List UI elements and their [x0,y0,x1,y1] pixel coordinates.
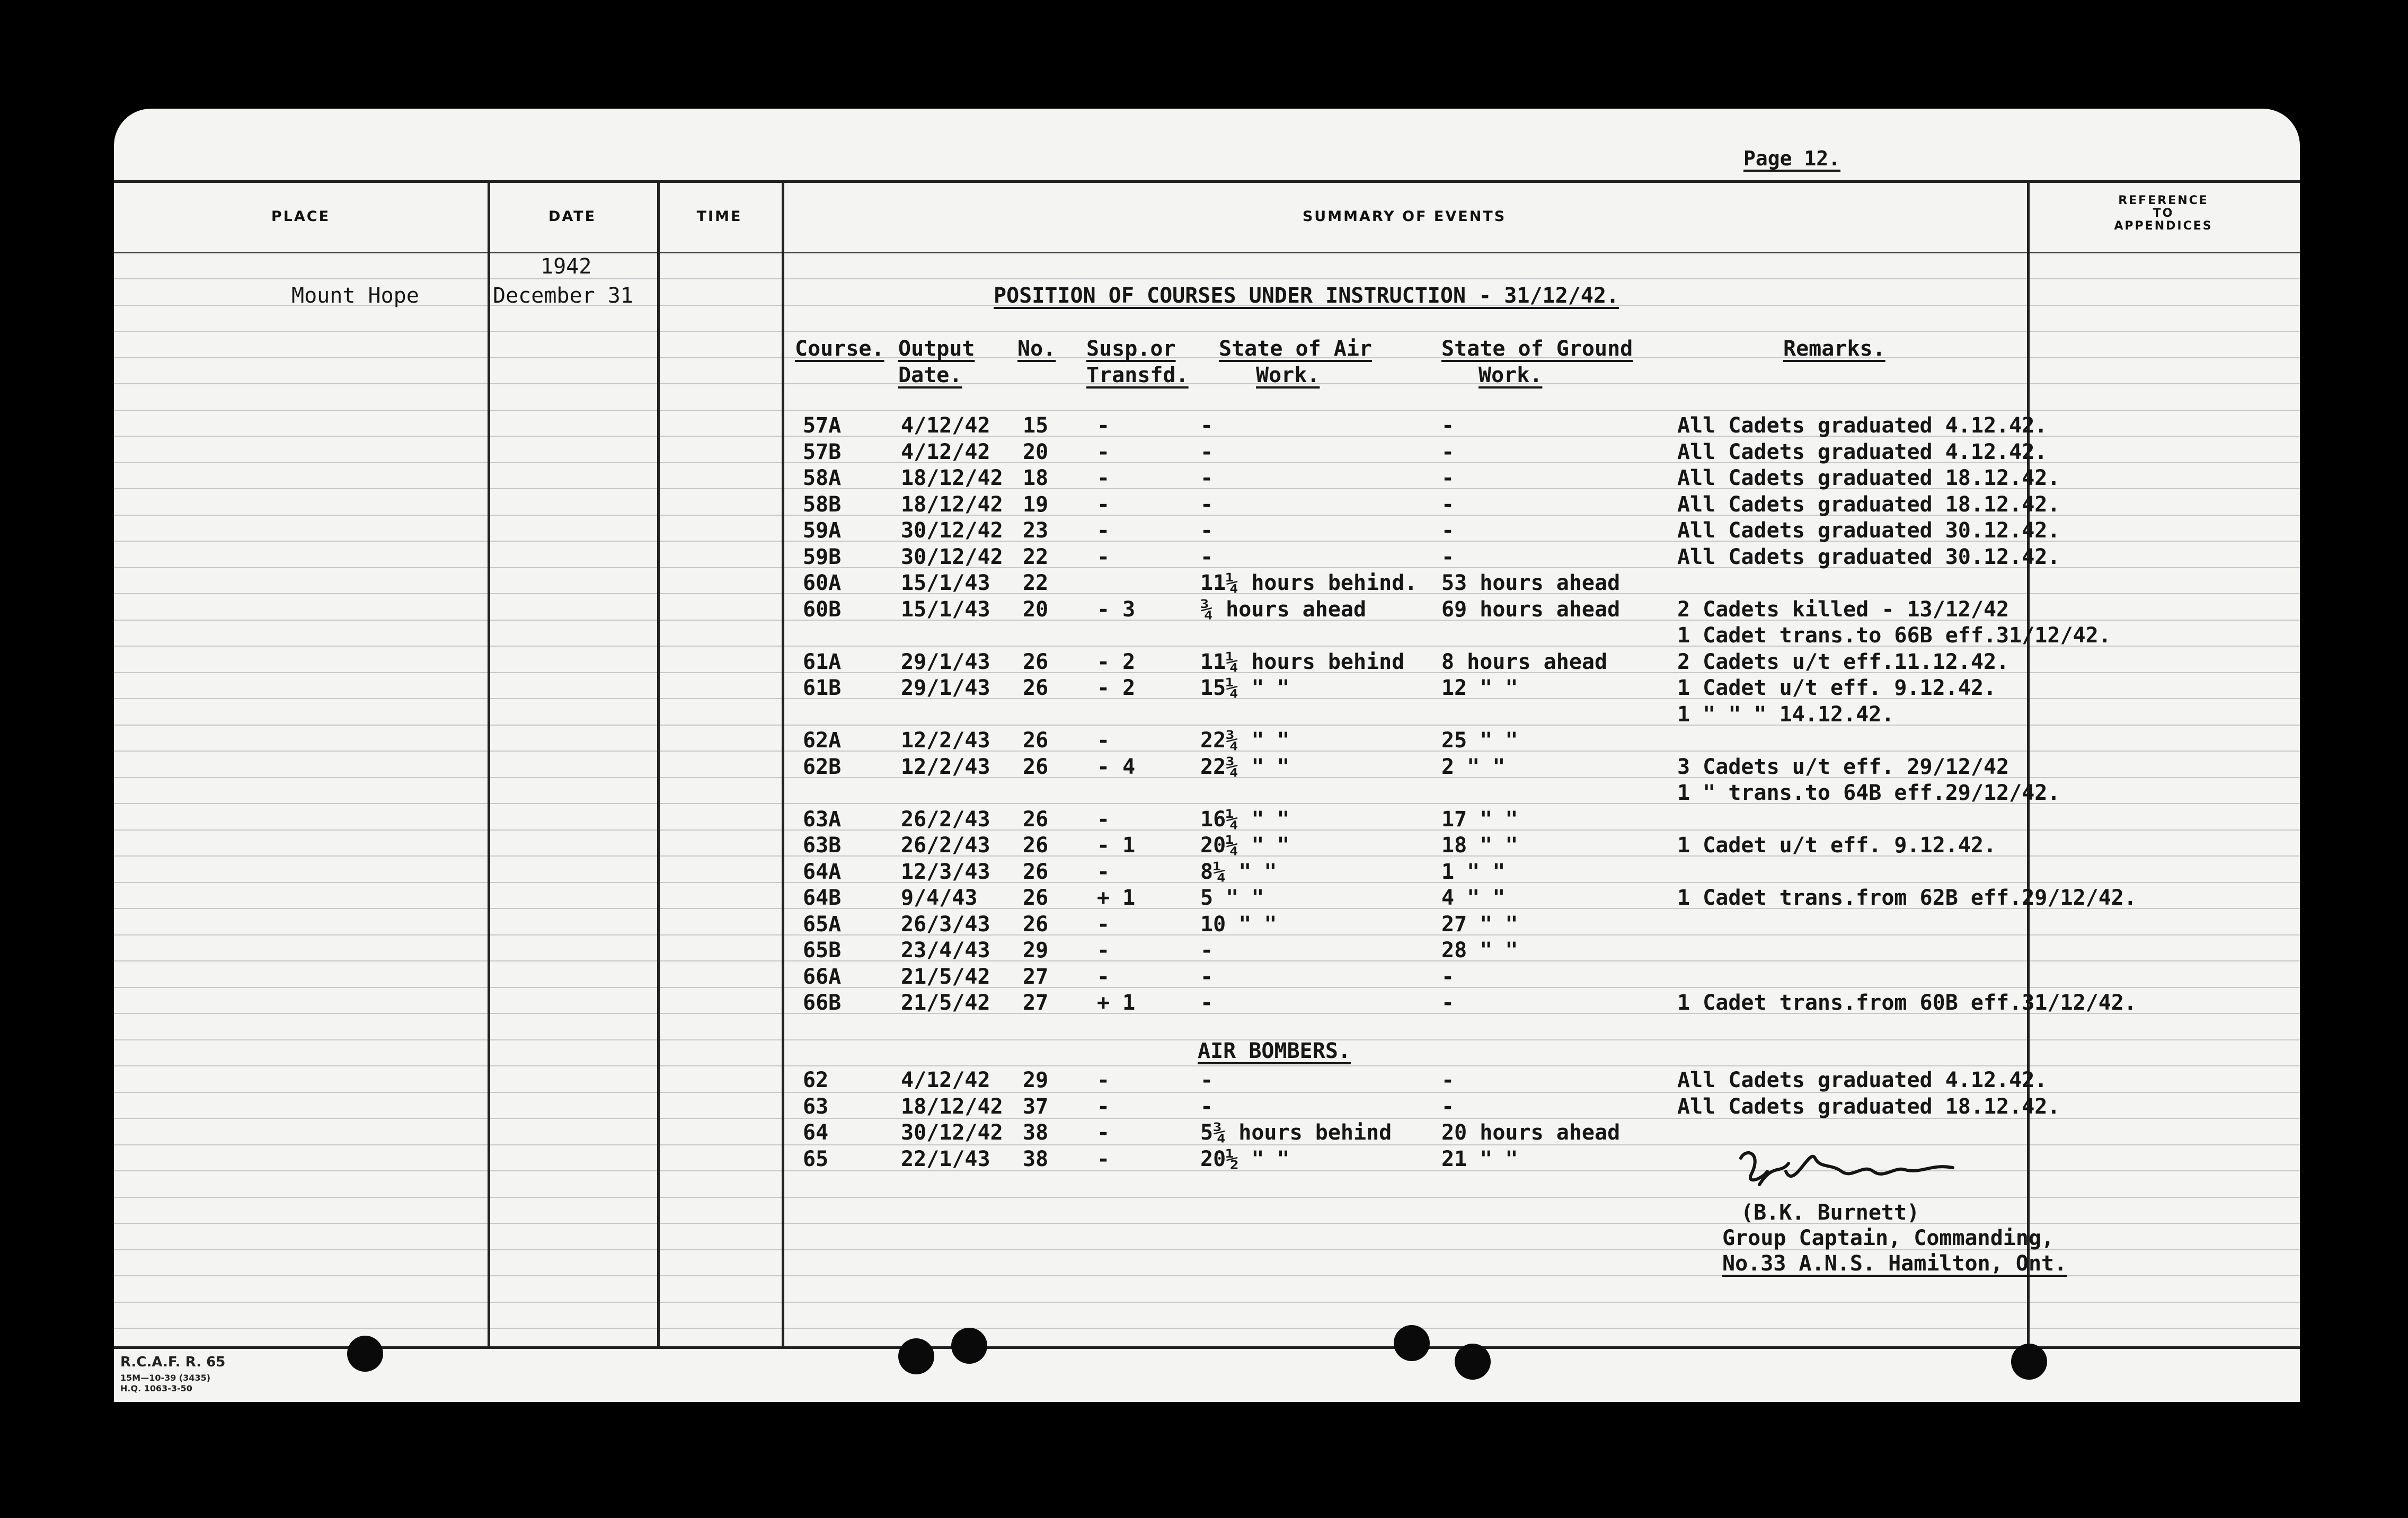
number-cell: 27 [1023,964,1049,989]
col-course: Course. [795,337,884,361]
output-date-cell: 29/1/43 [901,649,990,674]
binder-hole [1394,1325,1430,1361]
number-cell: 18 [1023,466,1049,490]
course-cell: 62B [803,754,842,779]
course-cell: 58B [803,492,842,517]
header-time: TIME [696,208,742,225]
col-air-1: State of Air [1219,337,1372,361]
air-work-cell: 16¼ " " [1200,807,1290,832]
col-output-2: Date. [898,363,962,387]
remarks-cell: All Cadets graduated 30.12.42. [1677,544,2060,569]
col-output-1: Output [898,337,975,361]
footer-rule [114,1346,2300,1349]
number-cell: 29 [1023,1068,1049,1092]
ground-work-cell: - [1441,991,1455,1015]
remarks-cell: 2 Cadets killed - 13/12/42 [1677,597,2009,622]
col-air-2: Work. [1256,363,1320,387]
col-ground-1: State of Ground [1441,337,1633,361]
remarks-cell: All Cadets graduated 4.12.42. [1677,439,2048,464]
susp-cell: - [1097,466,1110,490]
number-cell: 26 [1023,754,1049,779]
number-cell: 20 [1023,439,1049,464]
output-date-cell: 22/1/43 [901,1146,990,1171]
remarks-cell: All Cadets graduated 4.12.42. [1677,413,2048,438]
binder-hole [347,1336,383,1372]
susp-cell: - 2 [1097,649,1136,674]
output-date-cell: 26/2/43 [901,833,990,858]
number-cell: 38 [1023,1120,1049,1145]
header-place: PLACE [271,208,331,225]
remarks-cell: All Cadets graduated 18.12.42. [1677,1094,2060,1119]
header-date: DATE [548,208,597,225]
ruled-line [114,357,2300,358]
number-cell: 15 [1023,413,1049,438]
ground-work-cell: - [1441,439,1455,464]
output-date-cell: 12/2/43 [901,728,990,753]
ground-work-cell: 21 " " [1441,1146,1518,1171]
susp-cell: - [1097,413,1110,438]
output-date-cell: 26/3/43 [901,912,990,937]
ruled-line [114,383,2300,384]
ground-work-cell: 69 hours ahead [1441,597,1621,622]
air-work-cell: - [1200,938,1214,963]
susp-cell: - [1097,1146,1110,1171]
output-date-cell: 4/12/42 [901,413,990,438]
header-top-rule [114,180,2300,183]
ground-work-cell: 18 " " [1441,833,1518,858]
remarks-cell: All Cadets graduated 18.12.42. [1677,492,2060,517]
air-work-cell: - [1200,518,1214,543]
ground-work-cell: - [1441,1094,1455,1119]
course-cell: 63B [803,833,842,858]
air-work-cell: - [1200,964,1214,989]
course-cell: 63A [803,807,842,832]
output-date-cell: 12/3/43 [901,859,990,884]
susp-cell: - [1097,1120,1110,1145]
entry-year: 1942 [541,254,592,279]
output-date-cell: 29/1/43 [901,676,990,700]
susp-cell: - [1097,964,1110,989]
susp-cell: - [1097,859,1110,884]
remarks-cell: 1 Cadet trans.to 66B eff.31/12/42. [1677,623,2111,648]
number-cell: 26 [1023,649,1049,674]
output-date-cell: 4/12/42 [901,439,990,464]
remarks-cell: 2 Cadets u/t eff.11.12.42. [1677,649,2009,674]
air-work-cell: 11¼ hours behind. [1200,571,1418,595]
remarks-cell: 1 Cadet u/t eff. 9.12.42. [1677,676,1997,700]
form-id-line1: R.C.A.F. R. 65 [120,1354,226,1370]
ground-work-cell: 28 " " [1441,938,1518,963]
signature-unit: No.33 A.N.S. Hamilton, Ont. [1722,1251,2067,1276]
susp-cell: - [1097,912,1110,937]
course-cell: 58A [803,466,842,490]
output-date-cell: 21/5/42 [901,964,990,989]
air-work-cell: 5¾ hours behind [1200,1120,1392,1145]
remarks-cell: 1 Cadet trans.from 62B eff.29/12/42. [1677,886,2137,910]
number-cell: 37 [1023,1094,1049,1119]
col-susp-1: Susp.or [1086,337,1176,361]
ground-work-cell: 8 hours ahead [1441,649,1608,674]
course-cell: 66A [803,964,842,989]
susp-cell: + 1 [1097,886,1136,910]
course-cell: 64 [803,1120,829,1145]
ground-work-cell: 53 hours ahead [1441,571,1621,595]
course-cell: 66B [803,991,842,1015]
form-id-line3: H.Q. 1063-3-50 [120,1383,192,1393]
column-divider-summary [2027,180,2030,1346]
course-cell: 63 [803,1094,829,1119]
air-work-cell: 20¼ " " [1200,833,1290,858]
header-reference: REFERENCE TO APPENDICES [2114,194,2213,233]
susp-cell: - [1097,1094,1110,1119]
output-date-cell: 9/4/43 [901,886,978,910]
output-date-cell: 18/12/42 [901,1094,1003,1119]
remarks-cell: 1 " trans.to 64B eff.29/12/42. [1677,781,2060,805]
air-work-cell: 22¾ " " [1200,754,1290,779]
ruled-line [114,1302,2300,1303]
course-cell: 57B [803,439,842,464]
susp-cell: - [1097,728,1110,753]
ruled-line [114,278,2300,279]
output-date-cell: 12/2/43 [901,754,990,779]
course-cell: 64B [803,886,842,910]
remarks-cell: All Cadets graduated 30.12.42. [1677,518,2060,543]
air-work-cell: - [1200,1068,1214,1092]
ground-work-cell: - [1441,518,1455,543]
number-cell: 22 [1023,544,1049,569]
output-date-cell: 4/12/42 [901,1068,990,1092]
output-date-cell: 21/5/42 [901,991,990,1015]
binder-hole [2011,1344,2047,1380]
course-cell: 59A [803,518,842,543]
susp-cell: - [1097,938,1110,963]
susp-cell: + 1 [1097,991,1136,1015]
remarks-cell: All Cadets graduated 4.12.42. [1677,1068,2048,1092]
remarks-cell: 1 Cadet trans.from 60B eff.31/12/42. [1677,991,2137,1015]
number-cell: 23 [1023,518,1049,543]
susp-cell: - 1 [1097,833,1136,858]
number-cell: 26 [1023,728,1049,753]
number-cell: 38 [1023,1146,1049,1171]
number-cell: 26 [1023,833,1049,858]
course-cell: 62 [803,1068,829,1092]
ground-work-cell: - [1441,413,1455,438]
air-bombers-title: AIR BOMBERS. [1198,1039,1351,1063]
susp-cell: - [1097,1068,1110,1092]
remarks-cell: 3 Cadets u/t eff. 29/12/42 [1677,754,2009,779]
summary-title: POSITION OF COURSES UNDER INSTRUCTION - 31/12/42. [994,284,1619,308]
output-date-cell: 15/1/43 [901,571,990,595]
remarks-cell: 1 " " " 14.12.42. [1677,702,1894,727]
ruled-line [114,1065,2300,1066]
ground-work-cell: 17 " " [1441,807,1518,832]
ground-work-cell: - [1441,492,1455,517]
susp-cell: - 3 [1097,597,1136,622]
number-cell: 26 [1023,912,1049,937]
number-cell: 26 [1023,676,1049,700]
output-date-cell: 18/12/42 [901,492,1003,517]
number-cell: 19 [1023,492,1049,517]
susp-cell: - [1097,807,1110,832]
ground-work-cell: 1 " " [1441,859,1506,884]
column-divider-time [782,180,784,1346]
signature-rank: Group Captain, Commanding, [1722,1226,2055,1250]
air-work-cell: - [1200,439,1214,464]
output-date-cell: 30/12/42 [901,1120,1003,1145]
signature-name: (B.K. Burnett) [1741,1201,1920,1225]
number-cell: 26 [1023,807,1049,832]
ruled-line [114,725,2300,726]
number-cell: 22 [1023,571,1049,595]
remarks-cell: 1 Cadet u/t eff. 9.12.42. [1677,833,1997,858]
header-summary: SUMMARY OF EVENTS [1302,208,1507,225]
air-work-cell: ¾ hours ahead [1200,597,1367,622]
ground-work-cell: 12 " " [1441,676,1518,700]
number-cell: 20 [1023,597,1049,622]
air-work-cell: 22¾ " " [1200,728,1290,753]
susp-cell: - [1097,518,1110,543]
col-no: No. [1017,337,1056,361]
air-work-cell: 10 " " [1200,912,1277,937]
remarks-cell: All Cadets graduated 18.12.42. [1677,466,2060,490]
number-cell: 29 [1023,938,1049,963]
number-cell: 26 [1023,859,1049,884]
course-cell: 59B [803,544,842,569]
air-work-cell: - [1200,544,1214,569]
ground-work-cell: 20 hours ahead [1441,1120,1621,1145]
ground-work-cell: - [1441,466,1455,490]
air-work-cell: 5 " " [1200,886,1264,910]
form-id-line2: 15M—10-39 (3435) [120,1373,211,1383]
susp-cell: - 2 [1097,676,1136,700]
air-work-cell: - [1200,991,1214,1015]
air-work-cell: 8¼ " " [1200,859,1277,884]
ruled-line [114,1223,2300,1224]
course-cell: 65 [803,1146,829,1171]
air-work-cell: - [1200,413,1214,438]
susp-cell: - [1097,439,1110,464]
air-work-cell: 11¼ hours behind [1200,649,1405,674]
air-work-cell: - [1200,1094,1214,1119]
susp-cell: - [1097,492,1110,517]
course-cell: 61A [803,649,842,674]
number-cell: 27 [1023,991,1049,1015]
binder-hole [951,1328,987,1364]
ruled-line [114,410,2300,411]
ground-work-cell: - [1441,964,1455,989]
course-cell: 60A [803,571,842,595]
course-cell: 65A [803,912,842,937]
record-sheet [114,109,2300,1402]
column-divider-date [657,180,660,1346]
ground-work-cell: 2 " " [1441,754,1506,779]
output-date-cell: 26/2/43 [901,807,990,832]
col-susp-2: Transfd. [1086,363,1189,387]
course-cell: 60B [803,597,842,622]
course-cell: 65B [803,938,842,963]
ground-work-cell: 4 " " [1441,886,1506,910]
output-date-cell: 30/12/42 [901,544,1003,569]
course-cell: 61B [803,676,842,700]
course-cell: 62A [803,728,842,753]
col-ground-2: Work. [1479,363,1543,387]
header-bottom-rule [114,252,2300,253]
output-date-cell: 23/4/43 [901,938,990,963]
air-work-cell: - [1200,466,1214,490]
ground-work-cell: - [1441,544,1455,569]
ground-work-cell: - [1441,1068,1455,1092]
output-date-cell: 30/12/42 [901,518,1003,543]
air-work-cell: 15¼ " " [1200,676,1290,700]
binder-hole [898,1338,934,1374]
air-work-cell: - [1200,492,1214,517]
ruled-line [114,331,2300,332]
course-cell: 64A [803,859,842,884]
susp-cell: - [1097,544,1110,569]
output-date-cell: 15/1/43 [901,597,990,622]
course-cell: 57A [803,413,842,438]
ruled-line [114,1328,2300,1329]
column-divider-place [488,180,490,1346]
ground-work-cell: 25 " " [1441,728,1518,753]
page-number: Page 12. [1743,147,1841,170]
entry-place: Mount Hope [291,284,419,308]
col-remarks: Remarks. [1783,337,1885,361]
susp-cell: - 4 [1097,754,1136,779]
output-date-cell: 18/12/42 [901,466,1003,490]
entry-date: December 31 [493,284,633,308]
binder-hole [1455,1344,1491,1380]
air-work-cell: 20½ " " [1200,1146,1290,1171]
number-cell: 26 [1023,886,1049,910]
ground-work-cell: 27 " " [1441,912,1518,937]
